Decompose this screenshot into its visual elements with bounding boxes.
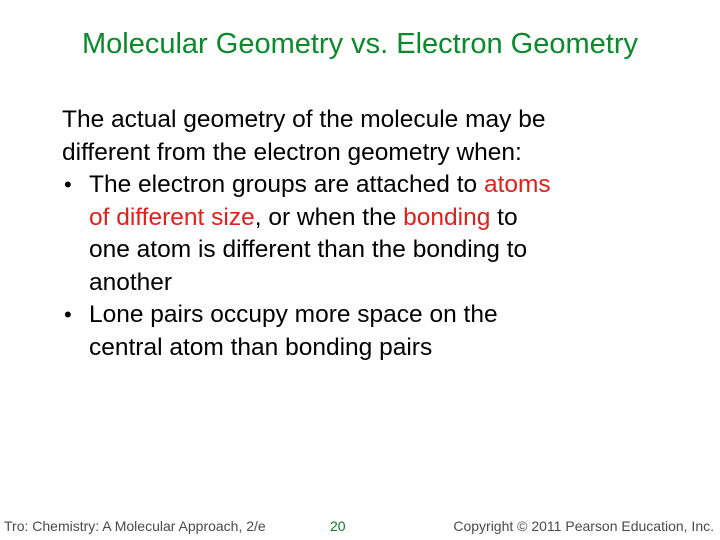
footer-source: Tro: Chemistry: A Molecular Approach, 2/e	[4, 518, 266, 534]
bullet-2-text-2: central atom than bonding pairs	[89, 333, 433, 361]
bullet-1-emphasis-bonding: bonding	[403, 203, 491, 231]
bullet-list	[62, 169, 682, 364]
footer-copyright: Copyright © 2011 Pearson Education, Inc.	[453, 518, 714, 534]
slide-title: Molecular Geometry vs. Electron Geometry	[81, 28, 638, 60]
intro-line-2: different from the electron geometry when:	[62, 138, 522, 166]
intro-text	[62, 104, 682, 169]
intro-line-1: The actual geometry of the molecule may be	[62, 106, 546, 133]
bullet-1-text-3: to	[490, 203, 518, 231]
bullet-1-text-4: one atom is different than the bonding to	[89, 236, 528, 263]
bullet-1-text-5: another	[89, 268, 173, 296]
bullet-item-1	[62, 169, 682, 299]
bullet-marker: •	[64, 302, 72, 327]
bullet-1-emphasis-size: of different size	[89, 203, 255, 231]
bullet-item-2	[62, 299, 682, 364]
bullet-marker: •	[64, 172, 72, 197]
bullet-1-text-1: The electron groups are attached to	[89, 171, 484, 198]
footer-page-number: 20	[330, 518, 346, 534]
bullet-2-text-1: Lone pairs occupy more space on the	[89, 301, 498, 328]
bullet-1-emphasis-atoms: atoms	[483, 171, 551, 198]
bullet-1-text-2: , or when the	[254, 203, 404, 231]
slide-body	[62, 104, 682, 364]
